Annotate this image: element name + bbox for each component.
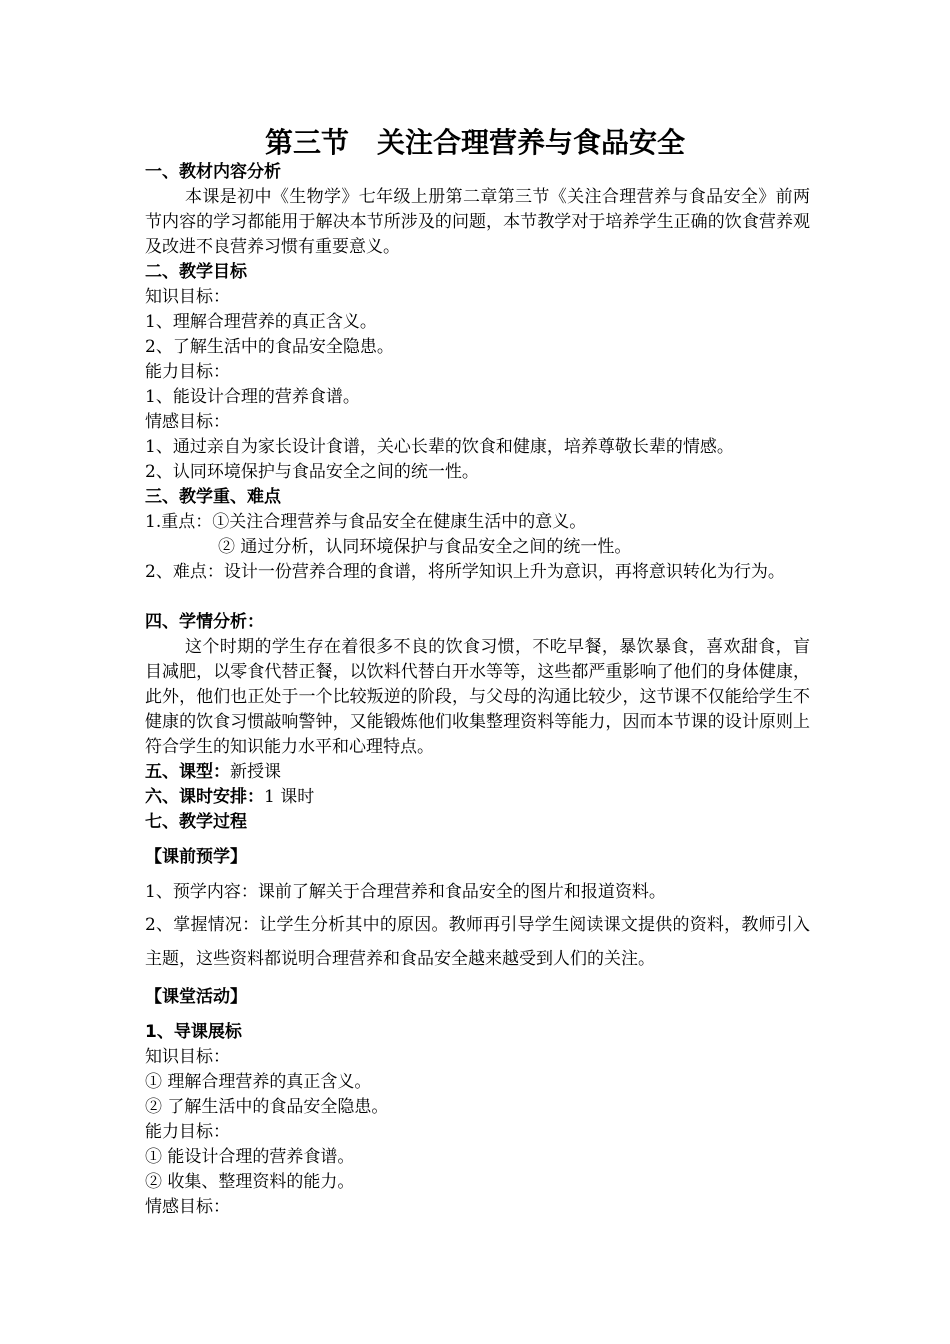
pre-study-heading: 【课前预学】: [145, 847, 247, 867]
lesson-type-label: 五、课型：: [145, 762, 230, 782]
emotion-goal-item-1: 1、通过亲自为家长设计食谱，关心长辈的饮食和健康，培养尊敬长辈的情感。: [145, 437, 734, 457]
class-emotion-label: 情感目标：: [145, 1197, 230, 1217]
difficult-point: 2、难点：设计一份营养合理的食谱，将所学知识上升为意识，再将意识转化为行为。: [145, 562, 785, 582]
class-ability-label: 能力目标：: [145, 1122, 230, 1142]
class-hours-value: 1 课时: [264, 787, 315, 807]
class-hours-line: [145, 785, 810, 810]
section-heading-7: 七、教学过程: [145, 812, 247, 832]
title-topic: 关注合理营养与食品安全: [377, 126, 686, 159]
class-knowledge-item-2: ② 了解生活中的食品安全隐患。: [145, 1097, 389, 1117]
section-heading-2: 二、教学目标: [145, 262, 247, 282]
lesson-type-line: [145, 760, 810, 785]
key-point-1: 1.重点：①关注合理营养与食品安全在健康生活中的意义。: [145, 512, 587, 532]
lesson-type-value: 新授课: [230, 762, 281, 782]
emotion-goal-label: 情感目标：: [145, 412, 230, 432]
section-heading-4: 四、学情分析：: [145, 612, 264, 632]
knowledge-goal-item-1: 1、理解合理营养的真正含义。: [145, 312, 377, 332]
class-hours-label: 六、课时安排：: [145, 787, 264, 807]
class-ability-item-1: ① 能设计合理的营养食谱。: [145, 1147, 355, 1167]
ability-goal-item-1: 1、能设计合理的营养食谱。: [145, 387, 360, 407]
intro-goals-heading: 1、导课展标: [145, 1022, 242, 1042]
knowledge-goal-item-2: 2、了解生活中的食品安全隐患。: [145, 337, 394, 357]
section-4-paragraph: 这个时期的学生存在着很多不良的饮食习惯，不吃早餐，暴饮暴食，喜欢甜食，盲目减肥，以零食代替正餐，以饮料代替白开水等等，这些都严重影响了他们的身体健康，此外，他们也正处于一个比较叛逆的阶段，与父母的沟通比较少，这节课不仅能给学生不健康的饮食习惯敲响警钟，又能锻炼他们收集整理资料等能力，因而本节课的设计原则上符合学生的知识能力水平和心理特点。: [145, 637, 810, 757]
pre-study-item-2: 2、掌握情况：让学生分析其中的原因。教师再引导学生阅读课文提供的资料，教师引入主题，这些资料都说明合理营养和食品安全越来越受到人们的关注。: [145, 915, 810, 969]
section-1-paragraph: 本课是初中《生物学》七年级上册第二章第三节《关注合理营养与食品安全》前两节内容的学习都能用于解决本节所涉及的问题，本节教学对于培养学生正确的饮食营养观及改进不良营养习惯有重要意义。: [145, 187, 810, 257]
key-point-2: ② 通过分析，认同环境保护与食品安全之间的统一性。: [218, 537, 632, 557]
emotion-goal-item-2: 2、认同环境保护与食品安全之间的统一性。: [145, 462, 479, 482]
section-heading-1: 一、教材内容分析: [145, 162, 281, 182]
class-ability-item-2: ② 收集、整理资料的能力。: [145, 1172, 355, 1192]
title-section-number: 第三节: [264, 126, 349, 159]
class-knowledge-item-1: ① 理解合理营养的真正含义。: [145, 1072, 372, 1092]
pre-study-item-1: 1、预学内容：课前了解关于合理营养和食品安全的图片和报道资料。: [145, 882, 666, 902]
class-knowledge-label: 知识目标：: [145, 1047, 230, 1067]
knowledge-goal-label: 知识目标：: [145, 287, 230, 307]
ability-goal-label: 能力目标：: [145, 362, 230, 382]
class-activity-heading: 【课堂活动】: [145, 987, 247, 1007]
section-heading-3: 三、教学重、难点: [145, 487, 281, 507]
